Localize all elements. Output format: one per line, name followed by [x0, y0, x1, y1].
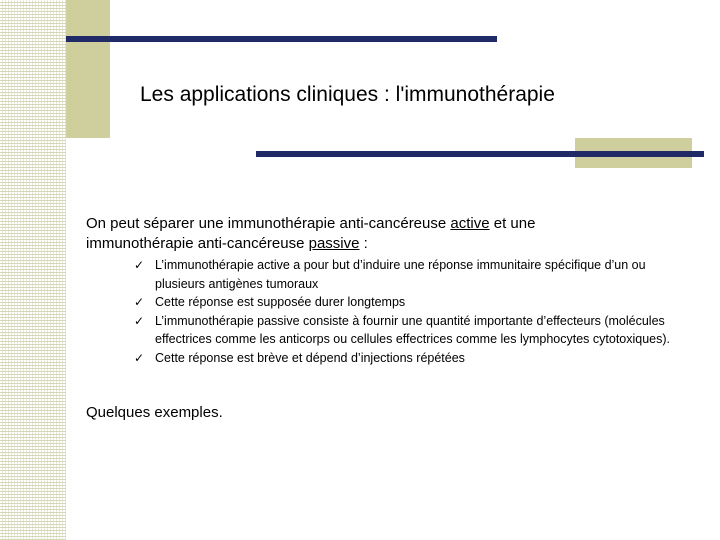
intro-paragraph [86, 214, 646, 254]
intro-active-word: active [450, 215, 490, 232]
intro-text-start: On peut séparer une immunothérapie anti-cancéreuse [86, 215, 451, 232]
bullet-text: Cette réponse est supposée durer longtemps [155, 295, 406, 309]
bullet-item [134, 293, 694, 312]
title-bottom-rule [256, 151, 704, 157]
intro-text-middle: et une immunothérapie anti-cancéreuse [86, 215, 536, 252]
olive-accent-block-top [66, 0, 110, 138]
bullet-text: L’immunothérapie passive consiste à fournir une quantité importante d’effecteurs (molécules effectrices comme les anticorps ou cellules effectrices comme les lymphocytes cytotoxiques). [155, 313, 671, 346]
intro-text-end: : [359, 235, 368, 252]
checkmark-icon: ✓ [134, 350, 145, 365]
bullet-text: L’immunothérapie active a pour but d’induire une réponse immunitaire spécifique d’un ou plusieurs antigènes tumoraux [155, 258, 646, 291]
title-top-rule [66, 36, 497, 42]
bullet-item [134, 256, 694, 293]
checkmark-icon: ✓ [134, 313, 145, 328]
checkmark-icon: ✓ [134, 258, 145, 272]
left-decorative-stripe [0, 0, 66, 540]
bullet-text: Cette réponse est brève et dépend d’injections répétées [155, 350, 465, 365]
bullet-item [134, 349, 694, 368]
checkmark-icon: ✓ [134, 295, 145, 309]
bullet-list [134, 256, 694, 367]
closing-text: Quelques exemples. [86, 404, 223, 421]
slide-title: Les applications cliniques : l'immunothérapie [140, 83, 555, 106]
intro-passive-word: passive [308, 235, 360, 252]
bullet-item [134, 312, 694, 349]
